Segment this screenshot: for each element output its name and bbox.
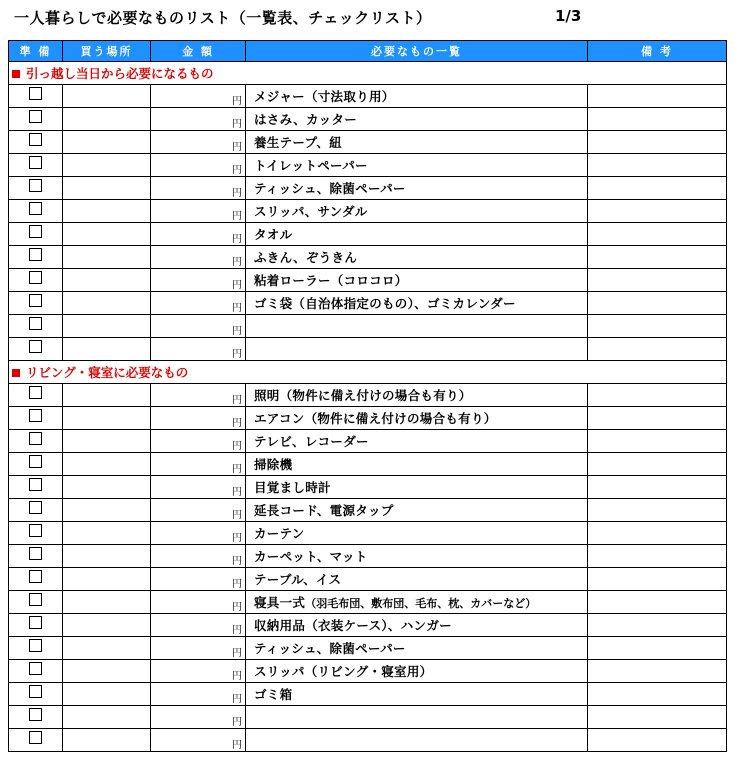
section-header xyxy=(9,62,727,85)
section-header xyxy=(9,361,727,384)
amount-cell[interactable] xyxy=(151,729,246,752)
notes-cell[interactable] xyxy=(588,200,727,223)
item-label: テーブル、イス xyxy=(254,572,342,587)
section-marker-icon xyxy=(12,369,20,377)
prep-cell xyxy=(9,430,63,453)
item-cell xyxy=(246,568,588,591)
checkbox[interactable] xyxy=(29,478,42,491)
prep-cell xyxy=(9,729,63,752)
currency-label: 円 xyxy=(232,234,242,245)
prep-cell xyxy=(9,568,63,591)
amount-cell[interactable] xyxy=(151,407,246,430)
section-label: 引っ越し当日から必要になるもの xyxy=(26,66,214,81)
notes-cell[interactable] xyxy=(588,660,727,683)
table-row xyxy=(9,729,727,752)
place-cell[interactable] xyxy=(63,568,151,591)
currency-label: 円 xyxy=(232,418,242,429)
table-row xyxy=(9,177,727,200)
prep-cell xyxy=(9,706,63,729)
prep-cell xyxy=(9,476,63,499)
table-row xyxy=(9,292,727,315)
checkbox[interactable] xyxy=(29,317,42,330)
item-label: テレビ、レコーダー xyxy=(254,434,369,449)
table-row xyxy=(9,430,727,453)
amount-cell[interactable] xyxy=(151,200,246,223)
notes-cell[interactable] xyxy=(588,223,727,246)
header-prep: 準 備 xyxy=(9,41,63,62)
currency-label: 円 xyxy=(232,280,242,291)
checkbox[interactable] xyxy=(29,110,42,123)
currency-label: 円 xyxy=(232,694,242,705)
amount-cell[interactable] xyxy=(151,338,246,361)
checkbox[interactable] xyxy=(29,570,42,583)
table-row xyxy=(9,85,727,108)
notes-cell[interactable] xyxy=(588,591,727,614)
item-cell xyxy=(246,453,588,476)
page-title: 一人暮らしで必要なものリスト（一覧表、チェックリスト） xyxy=(14,9,432,27)
notes-cell[interactable] xyxy=(588,499,727,522)
amount-cell[interactable] xyxy=(151,706,246,729)
checkbox[interactable] xyxy=(29,731,42,744)
currency-label: 円 xyxy=(232,556,242,567)
table-row xyxy=(9,522,727,545)
header-amount: 金 額 xyxy=(151,41,246,62)
notes-cell[interactable] xyxy=(588,338,727,361)
checkbox[interactable] xyxy=(29,708,42,721)
header-notes: 備 考 xyxy=(588,41,727,62)
item-label: はさみ、カッター xyxy=(254,112,358,127)
place-cell[interactable] xyxy=(63,522,151,545)
place-cell[interactable] xyxy=(63,499,151,522)
place-cell[interactable] xyxy=(63,223,151,246)
notes-cell[interactable] xyxy=(588,384,727,407)
table-row xyxy=(9,154,727,177)
prep-cell xyxy=(9,269,63,292)
checkbox[interactable] xyxy=(29,662,42,675)
currency-label: 円 xyxy=(232,211,242,222)
amount-cell[interactable] xyxy=(151,476,246,499)
checkbox[interactable] xyxy=(29,294,42,307)
item-label: 寝具一式 xyxy=(254,595,306,610)
currency-label: 円 xyxy=(232,188,242,199)
item-cell xyxy=(246,177,588,200)
item-cell xyxy=(246,315,588,338)
place-cell[interactable] xyxy=(63,706,151,729)
checkbox[interactable] xyxy=(29,501,42,514)
currency-label: 円 xyxy=(232,119,242,130)
currency-label: 円 xyxy=(232,648,242,659)
place-cell[interactable] xyxy=(63,85,151,108)
item-label: トイレットペーパー xyxy=(254,158,368,173)
header-place: 買う場所 xyxy=(63,41,151,62)
prep-cell xyxy=(9,315,63,338)
item-label: エアコン（物件に備え付けの場合も有り） xyxy=(254,411,497,426)
prep-cell xyxy=(9,384,63,407)
currency-label: 円 xyxy=(232,142,242,153)
item-cell xyxy=(246,637,588,660)
prep-cell xyxy=(9,499,63,522)
place-cell[interactable] xyxy=(63,614,151,637)
checkbox[interactable] xyxy=(29,432,42,445)
amount-cell[interactable] xyxy=(151,430,246,453)
item-label: 延長コード、電源タップ xyxy=(254,503,394,518)
item-cell xyxy=(246,246,588,269)
table-row xyxy=(9,453,727,476)
item-cell xyxy=(246,430,588,453)
place-cell[interactable] xyxy=(63,430,151,453)
notes-cell[interactable] xyxy=(588,269,727,292)
title-bar xyxy=(0,0,735,36)
item-label: ティッシュ、除菌ペーパー xyxy=(254,181,406,196)
place-cell[interactable] xyxy=(63,591,151,614)
currency-label: 円 xyxy=(232,740,242,751)
prep-cell xyxy=(9,683,63,706)
checkbox[interactable] xyxy=(29,409,42,422)
prep-cell xyxy=(9,637,63,660)
item-label: スリッパ（リビング・寝室用） xyxy=(254,664,433,679)
amount-cell[interactable] xyxy=(151,637,246,660)
section-label-cell xyxy=(9,361,727,384)
item-cell xyxy=(246,476,588,499)
checkbox[interactable] xyxy=(29,271,42,284)
table-row xyxy=(9,200,727,223)
currency-label: 円 xyxy=(232,349,242,360)
item-cell xyxy=(246,269,588,292)
currency-label: 円 xyxy=(232,303,242,314)
item-label: 粘着ローラー（コロコロ） xyxy=(254,273,408,288)
checkbox[interactable] xyxy=(29,179,42,192)
item-label: ゴミ箱 xyxy=(254,687,293,702)
currency-label: 円 xyxy=(232,510,242,521)
amount-cell[interactable] xyxy=(151,223,246,246)
table-row xyxy=(9,131,727,154)
checkbox[interactable] xyxy=(29,547,42,560)
checkbox[interactable] xyxy=(29,455,42,468)
checkbox[interactable] xyxy=(29,156,42,169)
table-row xyxy=(9,407,727,430)
notes-cell[interactable] xyxy=(588,246,727,269)
prep-cell xyxy=(9,591,63,614)
currency-label: 円 xyxy=(232,671,242,682)
item-label: 照明（物件に備え付けの場合も有り） xyxy=(254,388,472,403)
notes-cell[interactable] xyxy=(588,545,727,568)
item-cell xyxy=(246,131,588,154)
currency-label: 円 xyxy=(232,579,242,590)
item-label: 目覚まし時計 xyxy=(254,480,331,495)
item-cell xyxy=(246,729,588,752)
amount-cell[interactable] xyxy=(151,384,246,407)
place-cell[interactable] xyxy=(63,269,151,292)
amount-cell[interactable] xyxy=(151,522,246,545)
notes-cell[interactable] xyxy=(588,292,727,315)
checkbox[interactable] xyxy=(29,87,42,100)
checkbox[interactable] xyxy=(29,593,42,606)
item-cell xyxy=(246,706,588,729)
notes-cell[interactable] xyxy=(588,407,727,430)
item-cell xyxy=(246,292,588,315)
amount-cell[interactable] xyxy=(151,154,246,177)
notes-cell[interactable] xyxy=(588,522,727,545)
item-cell xyxy=(246,154,588,177)
place-cell[interactable] xyxy=(63,545,151,568)
notes-cell[interactable] xyxy=(588,430,727,453)
place-cell[interactable] xyxy=(63,108,151,131)
place-cell[interactable] xyxy=(63,338,151,361)
amount-cell[interactable] xyxy=(151,108,246,131)
currency-label: 円 xyxy=(232,533,242,544)
notes-cell[interactable] xyxy=(588,177,727,200)
item-label: スリッパ、サンダル xyxy=(254,204,368,219)
table-row xyxy=(9,338,727,361)
table-row xyxy=(9,269,727,292)
item-label: ティッシュ、除菌ペーパー xyxy=(254,641,406,656)
item-cell xyxy=(246,200,588,223)
checkbox[interactable] xyxy=(29,133,42,146)
amount-cell[interactable] xyxy=(151,246,246,269)
item-cell xyxy=(246,85,588,108)
prep-cell xyxy=(9,338,63,361)
prep-cell xyxy=(9,614,63,637)
table-row xyxy=(9,384,727,407)
header-row xyxy=(9,41,727,62)
item-cell xyxy=(246,338,588,361)
amount-cell[interactable] xyxy=(151,545,246,568)
place-cell[interactable] xyxy=(63,637,151,660)
checkbox[interactable] xyxy=(29,524,42,537)
amount-cell[interactable] xyxy=(151,315,246,338)
item-cell xyxy=(246,108,588,131)
prep-cell xyxy=(9,545,63,568)
checkbox[interactable] xyxy=(29,616,42,629)
item-cell xyxy=(246,522,588,545)
place-cell[interactable] xyxy=(63,315,151,338)
item-label: 掃除機 xyxy=(254,457,293,472)
amount-cell[interactable] xyxy=(151,85,246,108)
table-row xyxy=(9,499,727,522)
amount-cell[interactable] xyxy=(151,269,246,292)
notes-cell[interactable] xyxy=(588,637,727,660)
item-cell xyxy=(246,614,588,637)
item-cell xyxy=(246,223,588,246)
notes-cell[interactable] xyxy=(588,729,727,752)
currency-label: 円 xyxy=(232,395,242,406)
table-row xyxy=(9,315,727,338)
place-cell[interactable] xyxy=(63,660,151,683)
checkbox[interactable] xyxy=(29,225,42,238)
prep-cell xyxy=(9,246,63,269)
place-cell[interactable] xyxy=(63,131,151,154)
table-row xyxy=(9,246,727,269)
prep-cell xyxy=(9,223,63,246)
prep-cell xyxy=(9,177,63,200)
amount-cell[interactable] xyxy=(151,292,246,315)
prep-cell xyxy=(9,292,63,315)
item-label: タオル xyxy=(254,227,293,242)
amount-cell[interactable] xyxy=(151,614,246,637)
notes-cell[interactable] xyxy=(588,315,727,338)
currency-label: 円 xyxy=(232,441,242,452)
place-cell[interactable] xyxy=(63,200,151,223)
currency-label: 円 xyxy=(232,464,242,475)
currency-label: 円 xyxy=(232,625,242,636)
currency-label: 円 xyxy=(232,326,242,337)
prep-cell xyxy=(9,522,63,545)
amount-cell[interactable] xyxy=(151,660,246,683)
place-cell[interactable] xyxy=(63,453,151,476)
currency-label: 円 xyxy=(232,257,242,268)
notes-cell[interactable] xyxy=(588,683,727,706)
header-items: 必要なもの一覧 xyxy=(246,41,588,62)
checklist-table xyxy=(8,40,727,752)
checkbox[interactable] xyxy=(29,386,42,399)
currency-label: 円 xyxy=(232,96,242,107)
section-label: リビング・寝室に必要なもの xyxy=(26,365,189,380)
notes-cell[interactable] xyxy=(588,614,727,637)
currency-label: 円 xyxy=(232,165,242,176)
table-row xyxy=(9,614,727,637)
currency-label: 円 xyxy=(232,487,242,498)
notes-cell[interactable] xyxy=(588,108,727,131)
table-row xyxy=(9,476,727,499)
place-cell[interactable] xyxy=(63,729,151,752)
item-cell xyxy=(246,660,588,683)
item-label: メジャー（寸法取り用） xyxy=(254,89,395,104)
prep-cell xyxy=(9,85,63,108)
place-cell[interactable] xyxy=(63,476,151,499)
table-row xyxy=(9,706,727,729)
item-label: 収納用品（衣装ケース）、ハンガー xyxy=(254,618,452,633)
prep-cell xyxy=(9,200,63,223)
place-cell[interactable] xyxy=(63,292,151,315)
item-label: ゴミ袋（自治体指定のもの）、ゴミカレンダー xyxy=(254,296,516,311)
prep-cell xyxy=(9,660,63,683)
amount-cell[interactable] xyxy=(151,453,246,476)
page-number: 1/3 xyxy=(555,7,582,25)
notes-cell[interactable] xyxy=(588,131,727,154)
prep-cell xyxy=(9,154,63,177)
notes-cell[interactable] xyxy=(588,568,727,591)
table-row xyxy=(9,568,727,591)
item-label: カーペット、マット xyxy=(254,549,368,564)
item-cell xyxy=(246,407,588,430)
place-cell[interactable] xyxy=(63,154,151,177)
item-cell xyxy=(246,384,588,407)
prep-cell xyxy=(9,453,63,476)
table-row xyxy=(9,108,727,131)
notes-cell[interactable] xyxy=(588,706,727,729)
table-row xyxy=(9,637,727,660)
currency-label: 円 xyxy=(232,717,242,728)
prep-cell xyxy=(9,131,63,154)
notes-cell[interactable] xyxy=(588,154,727,177)
item-label: ふきん、ぞうきん xyxy=(254,250,358,265)
notes-cell[interactable] xyxy=(588,476,727,499)
table-row xyxy=(9,545,727,568)
table-row xyxy=(9,683,727,706)
amount-cell[interactable] xyxy=(151,499,246,522)
item-cell xyxy=(246,545,588,568)
place-cell[interactable] xyxy=(63,683,151,706)
prep-cell xyxy=(9,407,63,430)
amount-cell[interactable] xyxy=(151,591,246,614)
place-cell[interactable] xyxy=(63,246,151,269)
amount-cell[interactable] xyxy=(151,131,246,154)
section-label-cell xyxy=(9,62,727,85)
notes-cell[interactable] xyxy=(588,453,727,476)
item-label: カーテン xyxy=(254,526,305,541)
item-label: 養生テープ、紐 xyxy=(254,135,342,150)
item-cell xyxy=(246,499,588,522)
amount-cell[interactable] xyxy=(151,177,246,200)
item-cell xyxy=(246,591,588,614)
checkbox[interactable] xyxy=(29,639,42,652)
checkbox[interactable] xyxy=(29,202,42,215)
table-row xyxy=(9,591,727,614)
item-cell xyxy=(246,683,588,706)
item-note: （羽毛布団、敷布団、毛布、枕、カバーなど） xyxy=(305,597,537,610)
amount-cell[interactable] xyxy=(151,683,246,706)
checkbox[interactable] xyxy=(29,685,42,698)
place-cell[interactable] xyxy=(63,177,151,200)
checkbox[interactable] xyxy=(29,248,42,261)
amount-cell[interactable] xyxy=(151,568,246,591)
prep-cell xyxy=(9,108,63,131)
currency-label: 円 xyxy=(232,602,242,613)
table-row xyxy=(9,660,727,683)
section-marker-icon xyxy=(12,70,20,78)
place-cell[interactable] xyxy=(63,407,151,430)
notes-cell[interactable] xyxy=(588,85,727,108)
checkbox[interactable] xyxy=(29,340,42,353)
table-row xyxy=(9,223,727,246)
place-cell[interactable] xyxy=(63,384,151,407)
